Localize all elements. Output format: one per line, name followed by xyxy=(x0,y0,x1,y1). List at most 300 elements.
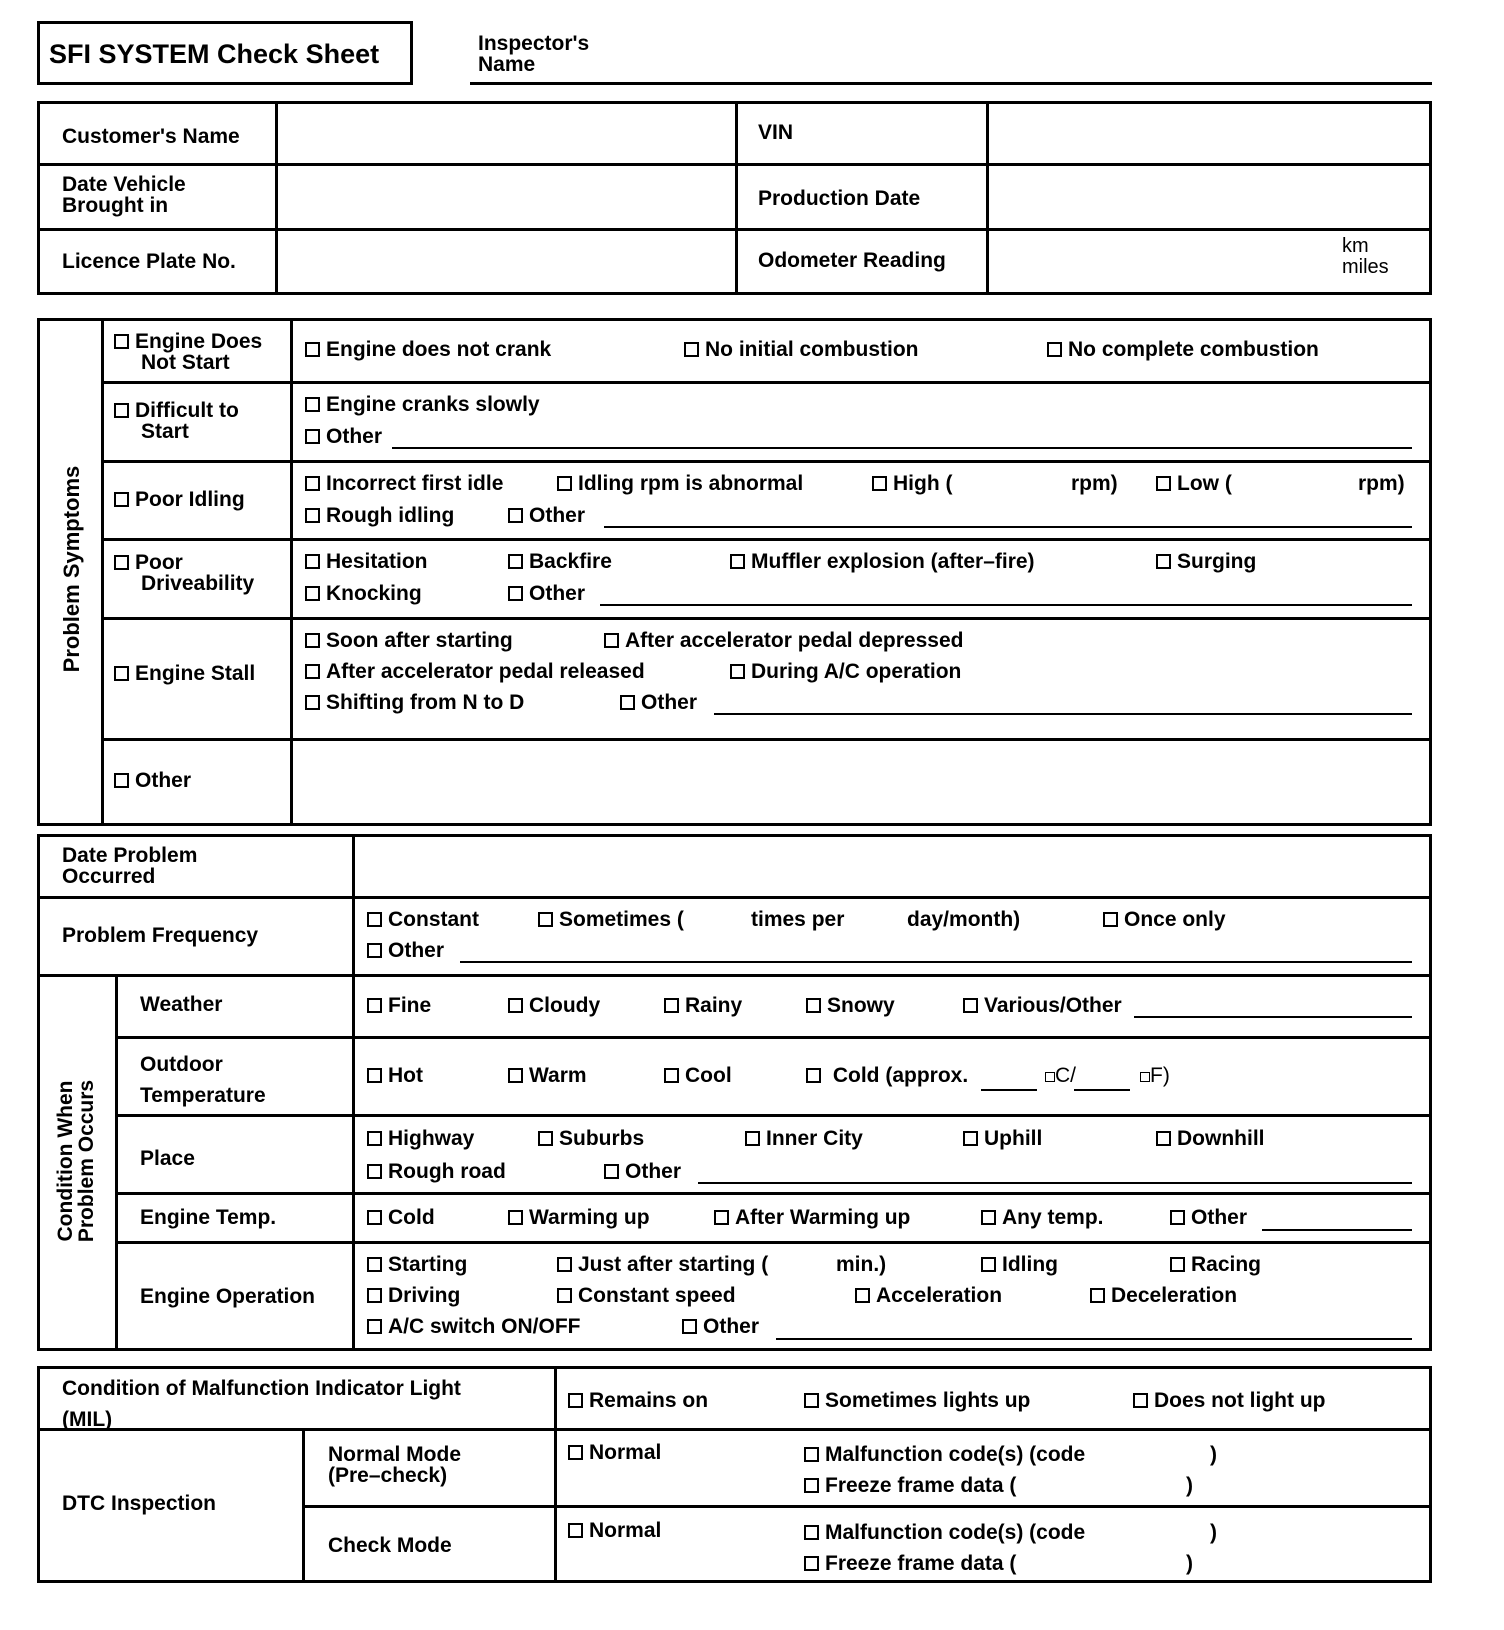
option-text: Sometimes lights up xyxy=(825,1389,1031,1412)
normal-mode-line2: (Pre–check) xyxy=(328,1464,448,1487)
option-frequency-other[interactable] xyxy=(367,939,444,963)
option-text: Uphill xyxy=(984,1127,1043,1150)
close-paren: ) xyxy=(1210,1521,1217,1544)
checkbox[interactable] xyxy=(714,1210,729,1225)
engine-stall-label xyxy=(114,662,255,686)
divider xyxy=(115,1241,1432,1244)
normal-mode-label xyxy=(328,1444,461,1486)
option-text: Remains on xyxy=(589,1389,709,1412)
divider xyxy=(115,1192,1432,1195)
option-sometimes-lights-up[interactable] xyxy=(804,1389,1030,1413)
option-does-not-light-up[interactable] xyxy=(1133,1389,1325,1413)
option-text: Backfire xyxy=(529,550,612,573)
checkbox[interactable] xyxy=(664,998,679,1013)
checkbox[interactable] xyxy=(682,1319,697,1334)
checkbox[interactable] xyxy=(367,998,382,1013)
option-text: Idling xyxy=(1002,1253,1058,1276)
option-place-other[interactable] xyxy=(604,1160,681,1184)
option-text: Freeze frame data ( xyxy=(825,1474,1017,1497)
option-text: Other xyxy=(625,1160,682,1183)
option-text: Idling rpm is abnormal xyxy=(578,472,804,495)
option-rainy[interactable] xyxy=(664,994,742,1018)
option-text: After Warming up xyxy=(735,1206,911,1229)
date-vehicle-label xyxy=(62,174,186,216)
checkbox[interactable] xyxy=(367,1257,382,1272)
checkbox[interactable] xyxy=(305,429,320,444)
checkbox[interactable] xyxy=(806,1068,821,1083)
option-text: Malfunction code(s) (code xyxy=(825,1521,1086,1544)
option-text: Freeze frame data ( xyxy=(825,1552,1017,1575)
customer-name-label: Customer's Name xyxy=(62,125,240,148)
checkbox[interactable] xyxy=(557,1288,572,1303)
checkbox[interactable] xyxy=(367,1068,382,1083)
close-paren: ) xyxy=(1186,1552,1193,1575)
weather-label: Weather xyxy=(140,993,223,1016)
check-mode-label: Check Mode xyxy=(328,1534,452,1557)
difficult-other-field[interactable] xyxy=(392,447,1412,449)
date-vehicle-field[interactable] xyxy=(279,167,733,226)
divider xyxy=(101,460,1432,463)
engine-temp-label: Engine Temp. xyxy=(140,1206,277,1229)
driveability-other-field[interactable] xyxy=(600,604,1412,606)
option-low-rpm[interactable] xyxy=(1156,472,1232,496)
checkbox[interactable] xyxy=(305,664,320,679)
option-inner-city[interactable] xyxy=(745,1127,863,1151)
option-uphill[interactable] xyxy=(963,1127,1042,1151)
checkbox[interactable] xyxy=(557,476,572,491)
option-no-initial-combustion[interactable] xyxy=(684,338,919,362)
option-engine-cranks-slowly[interactable] xyxy=(305,393,540,417)
checkbox[interactable] xyxy=(367,1131,382,1146)
option-muffler-explosion[interactable] xyxy=(730,550,1035,574)
option-text: A/C switch ON/OFF xyxy=(388,1315,581,1338)
option-text: Just after starting ( xyxy=(578,1253,769,1276)
option-text: Highway xyxy=(388,1127,475,1150)
option-text: Racing xyxy=(1191,1253,1262,1276)
option-sometimes[interactable] xyxy=(538,908,684,932)
option-backfire[interactable] xyxy=(508,550,612,574)
divider xyxy=(290,318,293,826)
option-operation-other[interactable] xyxy=(682,1315,759,1339)
checkbox[interactable] xyxy=(745,1131,760,1146)
option-once-only[interactable] xyxy=(1103,908,1226,932)
symptom-other-checkbox[interactable] xyxy=(114,773,129,788)
idling-other-field[interactable] xyxy=(604,526,1412,528)
option-hesitation[interactable] xyxy=(305,550,428,574)
outdoor-temp-line2: Temperature xyxy=(140,1084,266,1107)
engine-does-not-start-checkbox[interactable] xyxy=(114,334,129,349)
just-after-starting-unit: min.) xyxy=(836,1253,887,1276)
option-text: Snowy xyxy=(827,994,895,1017)
checkbox[interactable] xyxy=(963,1131,978,1146)
times-per-text: times per xyxy=(751,908,845,931)
option-rough-idling[interactable] xyxy=(305,504,454,528)
option-normal-check[interactable] xyxy=(568,1519,661,1543)
option-after-warming-up[interactable] xyxy=(714,1206,910,1230)
divider xyxy=(275,101,278,295)
option-text: Other xyxy=(529,582,586,605)
divider xyxy=(554,1366,557,1583)
place-label: Place xyxy=(140,1147,195,1170)
option-ac-switch[interactable] xyxy=(367,1315,581,1339)
option-text: Constant xyxy=(388,908,479,931)
unit-fahrenheit xyxy=(1140,1064,1170,1088)
poor-idling-text: Poor Idling xyxy=(135,488,245,511)
checkbox[interactable] xyxy=(804,1478,819,1493)
checkbox[interactable] xyxy=(538,1131,553,1146)
option-text: Sometimes ( xyxy=(559,908,684,931)
option-starting[interactable] xyxy=(367,1253,467,1277)
option-difficult-other[interactable] xyxy=(305,425,382,449)
place-other-field[interactable] xyxy=(698,1182,1412,1184)
mil-label-line2: (MIL) xyxy=(62,1408,113,1431)
checkbox[interactable] xyxy=(804,1556,819,1571)
vin-label: VIN xyxy=(758,121,794,144)
checkbox[interactable] xyxy=(963,998,978,1013)
inspector-label-line1: Inspector's xyxy=(478,32,590,55)
checkbox[interactable] xyxy=(1133,1393,1148,1408)
problem-frequency-label: Problem Frequency xyxy=(62,924,259,947)
poor-driveability-checkbox[interactable] xyxy=(114,555,129,570)
customer-name-field[interactable] xyxy=(279,105,733,161)
option-just-after-starting[interactable] xyxy=(557,1253,768,1277)
option-text: Cold xyxy=(388,1206,435,1229)
temp-fahrenheit-field[interactable] xyxy=(1074,1089,1130,1091)
option-various-other[interactable] xyxy=(963,994,1122,1018)
option-text: During A/C operation xyxy=(751,660,962,683)
checkbox[interactable] xyxy=(538,912,553,927)
option-normal-precheck[interactable] xyxy=(568,1441,661,1465)
symptom-other-field[interactable] xyxy=(294,742,1428,822)
option-knocking[interactable] xyxy=(305,582,422,606)
option-text: Rough road xyxy=(388,1160,506,1183)
divider xyxy=(101,538,1432,541)
option-deceleration[interactable] xyxy=(1090,1284,1237,1308)
option-idling[interactable] xyxy=(981,1253,1058,1277)
mil-label xyxy=(62,1373,461,1435)
dtc-inspection-label: DTC Inspection xyxy=(62,1492,217,1515)
option-text: Surging xyxy=(1177,550,1257,573)
engine-does-not-start-label xyxy=(114,331,262,373)
outdoor-temp-label xyxy=(140,1049,266,1111)
option-hot[interactable] xyxy=(367,1064,423,1088)
option-any-temp[interactable] xyxy=(981,1206,1104,1230)
option-warm[interactable] xyxy=(508,1064,587,1088)
checkbox[interactable] xyxy=(305,633,320,648)
degree-icon xyxy=(1045,1072,1055,1082)
page-title: SFI SYSTEM Check Sheet xyxy=(49,39,380,69)
option-text: Low ( xyxy=(1177,472,1232,495)
engine-operation-label: Engine Operation xyxy=(140,1285,316,1308)
option-text: Once only xyxy=(1124,908,1226,931)
option-during-ac[interactable] xyxy=(730,660,961,684)
option-cool[interactable] xyxy=(664,1064,732,1088)
option-text: Downhill xyxy=(1177,1127,1265,1150)
checkbox[interactable] xyxy=(804,1447,819,1462)
option-engine-does-not-crank[interactable] xyxy=(305,338,551,362)
option-text: Other xyxy=(326,425,383,448)
option-text: Soon after starting xyxy=(326,629,513,652)
option-high-rpm[interactable] xyxy=(872,472,952,496)
checkbox[interactable] xyxy=(367,1288,382,1303)
checkbox[interactable] xyxy=(367,1164,382,1179)
engine-does-not-start-text2: Not Start xyxy=(141,351,230,374)
option-snowy[interactable] xyxy=(806,994,895,1018)
checkbox[interactable] xyxy=(367,912,382,927)
option-text: Deceleration xyxy=(1111,1284,1238,1307)
option-acceleration[interactable] xyxy=(855,1284,1002,1308)
option-text: Knocking xyxy=(326,582,422,605)
poor-driveability-label xyxy=(114,552,254,594)
divider xyxy=(101,738,1432,741)
option-text: Cool xyxy=(685,1064,732,1087)
unit-f-text: F) xyxy=(1150,1064,1170,1087)
divider xyxy=(37,974,1432,977)
option-text: Warming up xyxy=(529,1206,650,1229)
checkbox[interactable] xyxy=(305,476,320,491)
divider xyxy=(302,1505,1432,1508)
date-problem-field[interactable] xyxy=(356,838,1428,894)
checkbox[interactable] xyxy=(804,1525,819,1540)
checkbox[interactable] xyxy=(1170,1257,1185,1272)
option-text: Muffler explosion (after–fire) xyxy=(751,550,1035,573)
option-text: Acceleration xyxy=(876,1284,1003,1307)
checkbox[interactable] xyxy=(367,1210,382,1225)
option-text: Engine does not crank xyxy=(326,338,552,361)
option-racing[interactable] xyxy=(1170,1253,1261,1277)
option-text: Other xyxy=(388,939,445,962)
mil-label-line1: Condition of Malfunction Indicator Light xyxy=(62,1377,461,1400)
poor-idling-checkbox[interactable] xyxy=(114,492,129,507)
unit-miles: miles xyxy=(1342,256,1389,278)
checkbox[interactable] xyxy=(508,1068,523,1083)
unit-celsius xyxy=(1045,1064,1076,1088)
checkbox[interactable] xyxy=(557,1257,572,1272)
option-text: Driving xyxy=(388,1284,461,1307)
date-problem-line1: Date Problem xyxy=(62,844,198,867)
option-suburbs[interactable] xyxy=(538,1127,644,1151)
option-cloudy[interactable] xyxy=(508,994,600,1018)
option-text: Other xyxy=(641,691,698,714)
production-date-label: Production Date xyxy=(758,187,921,210)
frequency-other-field[interactable] xyxy=(460,961,1412,963)
option-text: Normal xyxy=(589,1441,662,1464)
checkbox[interactable] xyxy=(508,508,523,523)
checkbox[interactable] xyxy=(664,1068,679,1083)
difficult-to-start-text2: Start xyxy=(141,420,189,443)
option-text: Fine xyxy=(388,994,432,1017)
divider xyxy=(986,101,989,295)
option-text: Engine cranks slowly xyxy=(326,393,540,416)
option-text: No initial combustion xyxy=(705,338,919,361)
stall-other-field[interactable] xyxy=(714,713,1412,715)
divider xyxy=(352,834,355,1351)
difficult-to-start-text1: Difficult to xyxy=(135,399,239,422)
checkbox[interactable] xyxy=(1090,1288,1105,1303)
option-surging[interactable] xyxy=(1156,550,1256,574)
divider xyxy=(101,381,1432,384)
option-no-complete-combustion[interactable] xyxy=(1047,338,1319,362)
option-incorrect-first-idle[interactable] xyxy=(305,472,503,496)
option-text: Shifting from N to D xyxy=(326,691,525,714)
checkbox[interactable] xyxy=(684,342,699,357)
vin-field[interactable] xyxy=(990,105,1428,161)
checkbox[interactable] xyxy=(305,695,320,710)
option-highway[interactable] xyxy=(367,1127,474,1151)
engine-stall-checkbox[interactable] xyxy=(114,666,129,681)
option-text: Cold (approx. xyxy=(832,1064,969,1087)
day-month-text: day/month) xyxy=(907,908,1021,931)
unit-c-text: C/ xyxy=(1055,1064,1076,1087)
checkbox[interactable] xyxy=(804,1393,819,1408)
option-text: Rough idling xyxy=(326,504,455,527)
option-text: Normal xyxy=(589,1519,662,1542)
checkbox[interactable] xyxy=(1156,554,1171,569)
option-constant-speed[interactable] xyxy=(557,1284,736,1308)
checkbox[interactable] xyxy=(981,1210,996,1225)
checkbox[interactable] xyxy=(1156,1131,1171,1146)
date-problem-label xyxy=(62,845,197,887)
option-text: Any temp. xyxy=(1002,1206,1104,1229)
checkbox[interactable] xyxy=(305,397,320,412)
option-after-pedal-depressed[interactable] xyxy=(604,629,963,653)
title-box xyxy=(37,21,413,85)
option-cold-approx[interactable] xyxy=(806,1064,968,1088)
degree-icon xyxy=(1140,1072,1150,1082)
option-text: After accelerator pedal depressed xyxy=(625,629,964,652)
date-vehicle-line2: Brought in xyxy=(62,194,169,217)
condition-section-label xyxy=(55,1046,97,1276)
checkbox[interactable] xyxy=(568,1393,583,1408)
option-text: Starting xyxy=(388,1253,468,1276)
option-text: Cloudy xyxy=(529,994,601,1017)
option-text: Incorrect first idle xyxy=(326,472,504,495)
checkbox[interactable] xyxy=(568,1445,583,1460)
option-cold[interactable] xyxy=(367,1206,435,1230)
option-text: Malfunction code(s) (code xyxy=(825,1443,1086,1466)
checkbox[interactable] xyxy=(305,554,320,569)
temp-celsius-field[interactable] xyxy=(981,1089,1037,1091)
close-paren: ) xyxy=(1210,1443,1217,1466)
low-rpm-unit: rpm) xyxy=(1358,472,1405,495)
option-remains-on[interactable] xyxy=(568,1389,708,1413)
checkbox[interactable] xyxy=(305,342,320,357)
option-shifting-n-to-d[interactable] xyxy=(305,691,524,715)
option-fine[interactable] xyxy=(367,994,431,1018)
checkbox[interactable] xyxy=(568,1523,583,1538)
checkbox[interactable] xyxy=(508,1210,523,1225)
option-idling-rpm-abnormal[interactable] xyxy=(557,472,803,496)
checkbox[interactable] xyxy=(508,586,523,601)
odometer-units xyxy=(1342,236,1389,278)
weather-other-field[interactable] xyxy=(1134,1016,1412,1018)
checkbox[interactable] xyxy=(1047,342,1062,357)
divider xyxy=(101,318,104,826)
option-engine-temp-other[interactable] xyxy=(1170,1206,1247,1230)
checkbox[interactable] xyxy=(1103,912,1118,927)
divider xyxy=(115,974,118,1351)
checkbox[interactable] xyxy=(367,1319,382,1334)
poor-driveability-text2: Driveability xyxy=(141,572,255,595)
checkbox[interactable] xyxy=(620,695,635,710)
operation-other-field[interactable] xyxy=(776,1338,1412,1340)
divider xyxy=(115,1114,1432,1117)
checkbox[interactable] xyxy=(806,998,821,1013)
checkbox[interactable] xyxy=(730,554,745,569)
option-text: No complete combustion xyxy=(1068,338,1319,361)
option-text: Rainy xyxy=(685,994,743,1017)
checkbox[interactable] xyxy=(305,586,320,601)
symptom-other-label xyxy=(114,769,191,793)
checkbox[interactable] xyxy=(1170,1210,1185,1225)
checkbox[interactable] xyxy=(508,998,523,1013)
option-freeze-check[interactable] xyxy=(804,1552,1016,1576)
close-paren: ) xyxy=(1186,1474,1193,1497)
odometer-field[interactable] xyxy=(990,232,1330,291)
normal-mode-line1: Normal Mode xyxy=(328,1443,462,1466)
option-after-pedal-released[interactable] xyxy=(305,660,645,684)
engine-stall-text: Engine Stall xyxy=(135,662,256,685)
option-text: Constant speed xyxy=(578,1284,736,1307)
checkbox[interactable] xyxy=(981,1257,996,1272)
option-text: Hesitation xyxy=(326,550,428,573)
date-problem-line2: Occurred xyxy=(62,865,156,888)
option-downhill[interactable] xyxy=(1156,1127,1265,1151)
engine-does-not-start-text1: Engine Does xyxy=(135,330,263,353)
option-driving[interactable] xyxy=(367,1284,460,1308)
option-driveability-other[interactable] xyxy=(508,582,585,606)
option-text: Other xyxy=(529,504,586,527)
option-constant[interactable] xyxy=(367,908,479,932)
checkbox[interactable] xyxy=(604,1164,619,1179)
checkbox[interactable] xyxy=(305,508,320,523)
checkbox[interactable] xyxy=(604,633,619,648)
inspector-name-field[interactable] xyxy=(470,82,1432,85)
option-freeze-precheck[interactable] xyxy=(804,1474,1016,1498)
divider xyxy=(37,896,1432,899)
checkbox[interactable] xyxy=(872,476,887,491)
option-malfunction-check[interactable] xyxy=(804,1521,1085,1545)
divider xyxy=(101,617,1432,620)
option-malfunction-precheck[interactable] xyxy=(804,1443,1085,1467)
checkbox[interactable] xyxy=(1156,476,1171,491)
licence-plate-field[interactable] xyxy=(279,232,733,291)
outdoor-temp-line1: Outdoor xyxy=(140,1053,223,1076)
divider xyxy=(735,101,738,295)
difficult-to-start-checkbox[interactable] xyxy=(114,403,129,418)
engine-temp-other-field[interactable] xyxy=(1262,1229,1412,1231)
option-text: Does not light up xyxy=(1154,1389,1326,1412)
option-text: Warm xyxy=(529,1064,587,1087)
option-stall-other[interactable] xyxy=(620,691,697,715)
option-rough-road[interactable] xyxy=(367,1160,506,1184)
production-date-field[interactable] xyxy=(990,167,1428,226)
high-rpm-unit: rpm) xyxy=(1071,472,1118,495)
symptom-other-text: Other xyxy=(135,769,192,792)
checkbox[interactable] xyxy=(367,943,382,958)
checkbox[interactable] xyxy=(508,554,523,569)
checkbox[interactable] xyxy=(855,1288,870,1303)
checkbox[interactable] xyxy=(730,664,745,679)
option-text: Suburbs xyxy=(559,1127,645,1150)
option-text: Other xyxy=(1191,1206,1248,1229)
odometer-label: Odometer Reading xyxy=(758,249,946,272)
option-text: Inner City xyxy=(766,1127,863,1150)
option-idling-other[interactable] xyxy=(508,504,585,528)
option-warming-up[interactable] xyxy=(508,1206,650,1230)
option-soon-after-starting[interactable] xyxy=(305,629,513,653)
unit-km: km xyxy=(1342,235,1369,257)
